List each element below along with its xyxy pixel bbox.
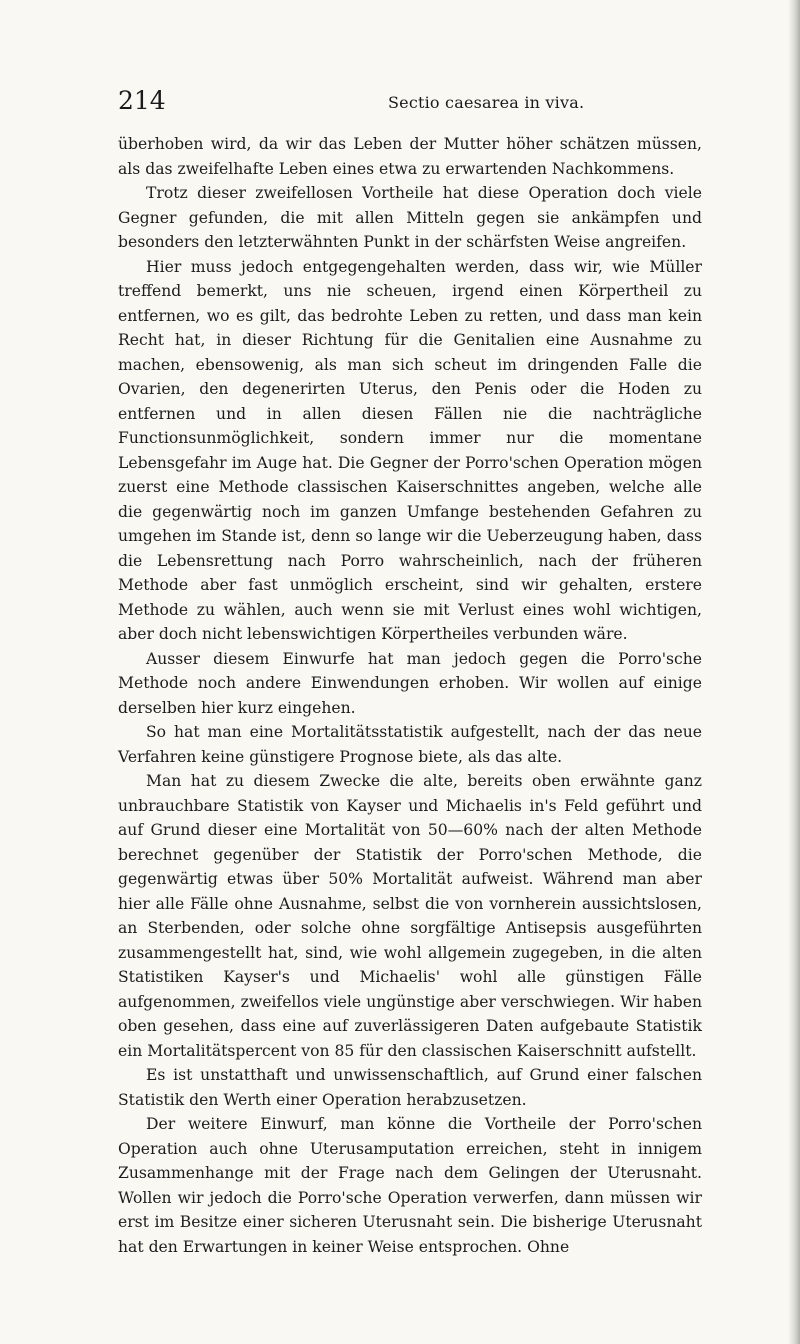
page-header: [118, 86, 718, 126]
paragraph: So hat man eine Mortalitätsstatistik aufgestellt, nach der das neue Verfahren keine günstigere Prognose biete, als das alte.: [118, 723, 702, 766]
page-edge-shadow: [788, 0, 800, 1344]
paragraph: Man hat zu diesem Zwecke die alte, bereits oben erwähnte ganz unbrauchbare Statistik von Kayser und Michaelis in's Feld geführt und auf Grund dieser eine Mortalität von 50—60% nach der alten Methode berechnet gegenüber der Statistik der Porro'schen Methode, die gegenwärtig etwas über 50% Mortalität aufweist. Während man aber hier alle Fälle ohne Ausnahme, selbst die von vornherein aussichtslosen, an Sterbenden, oder solche ohne sorgfältige Antisepsis ausgeführten zusammengestellt hat, sind, wie wohl allgemein zugegeben, in die alten Statistiken Kayser's und Michaelis' wohl alle günstigen Fälle aufgenommen, zweifellos viele ungünstige aber verschwiegen. Wir haben oben gesehen, dass eine auf zuverlässigeren Daten aufgebaute Statistik ein Mortalitätspercent von 85 für den classischen Kaiserschnitt aufstellt.: [118, 772, 702, 1060]
page-number: 214: [118, 86, 166, 115]
running-title: Sectio caesarea in viva.: [388, 93, 585, 112]
paragraph: Hier muss jedoch entgegengehalten werden, dass wir, wie Müller treffend bemerkt, uns nie scheuen, irgend einen Körpertheil zu entfernen, wo es gilt, das bedrohte Leben zu retten, und dass man kein Recht hat, in dieser Richtung für die Genitalien eine Ausnahme zu machen, ebensowenig, als man sich scheut im dringenden Falle die Ovarien, den degenerirten Uterus, den Penis oder die Hoden zu entfernen und in allen diesen Fällen nie die nachträgliche Functionsunmöglichkeit, sondern immer nur die momentane Lebensgefahr im Auge hat. Die Gegner der Porro'schen Operation mögen zuerst eine Methode classischen Kaiserschnittes angeben, welche alle die gegenwärtig noch im ganzen Umfange bestehenden Gefahren zu umgehen im Stande ist, denn so lange wir die Ueberzeugung haben, dass die Lebensrettung nach Porro wahrscheinlich, nach der früheren Methode aber fast unmöglich erscheint, sind wir gehalten, erstere Methode zu wählen, auch wenn sie mit Verlust eines wohl wichtigen, aber doch nicht lebenswichtigen Körpertheiles verbunden wäre.: [118, 257, 702, 643]
paragraph: Trotz dieser zweifellosen Vortheile hat diese Operation doch viele Gegner gefunden, die mit allen Mitteln gegen sie ankämpfen und besonders den letzterwähnten Punkt in der schärfsten Weise angreifen.: [118, 184, 702, 251]
paragraph: Es ist unstatthaft und unwissenschaftlich, auf Grund einer falschen Statistik den Werth einer Operation herabzusetzen.: [118, 1066, 702, 1109]
body-text: [118, 132, 702, 1259]
paragraph: Ausser diesem Einwurfe hat man jedoch gegen die Porro'sche Methode noch andere Einwendungen erhoben. Wir wollen auf einige derselben hier kurz eingehen.: [118, 649, 702, 717]
paragraph: überhoben wird, da wir das Leben der Mutter höher schätzen müssen, als das zweifelhafte Leben eines etwa zu erwartenden Nachkommens.: [118, 135, 702, 178]
paragraph: Der weitere Einwurf, man könne die Vortheile der Porro'schen Operation auch ohne Uterusamputation erreichen, steht in innigem Zusammenhange mit der Frage nach dem Gelingen der Uterusnaht. Wollen wir jedoch die Porro'sche Operation verwerfen, dann müssen wir erst im Besitze einer sicheren Uterusnaht sein. Die bisherige Uterusnaht hat den Erwartungen in keiner Weise entsprochen. Ohne: [118, 1115, 702, 1256]
